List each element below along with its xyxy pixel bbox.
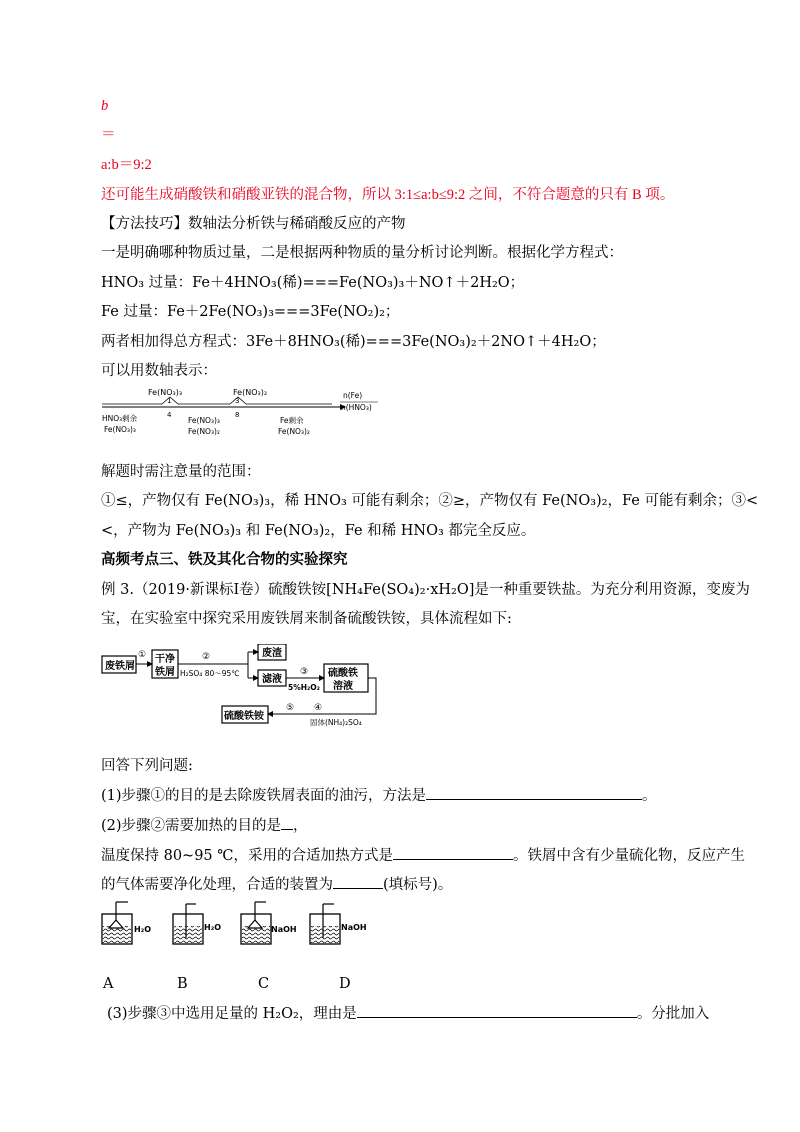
- step2-condition: H₂SO₄ 80～95℃: [180, 669, 240, 678]
- step5-label: ⑤: [286, 703, 295, 713]
- question-1-text: (1)步骤①的目的是去除废铁屑表面的油污，方法是: [101, 788, 427, 804]
- question-3-text: (3)步骤③中选用足量的 H₂O₂，理由是: [107, 1006, 357, 1022]
- axis-fraction1-num: 1: [167, 397, 172, 405]
- equation-total: 两者相加得总方程式：3Fe＋8HNO₃(稀)===3Fe(NO₃)₂＋2NO↑＋4H₂O；: [101, 334, 606, 350]
- range-intro: 解题时需注意量的范围：: [101, 464, 261, 480]
- question-2b-text: 温度保持 80~95 ℃，采用的合适加热方式是: [101, 848, 393, 864]
- box-ammonium-iron-sulfate-label: 硫酸铁铵: [224, 711, 264, 722]
- answer-blank-q1[interactable]: [426, 785, 642, 800]
- question-1: [101, 785, 657, 806]
- apparatus-a-beaker: [102, 902, 132, 944]
- axis-top-label-1: Fe(NO₃)₃: [148, 388, 183, 397]
- step4-condition: 固体(NH₄)₂SO₄: [310, 718, 362, 727]
- option-label-d: D: [339, 976, 351, 992]
- box-filtrate-label: 滤液: [262, 674, 282, 685]
- question-2c-text: 的气体需要净化处理，合适的装置为: [101, 877, 333, 893]
- question-2b: [101, 845, 745, 866]
- step3-condition: 5%H₂O₂: [288, 683, 320, 692]
- question-3-end: 。分批加入: [636, 1006, 710, 1022]
- apparatus-a-liquid: H₂O: [134, 925, 151, 934]
- step2-label: ②: [202, 652, 211, 662]
- answer-blank-q2c[interactable]: [333, 874, 383, 889]
- question-2a-end: ，: [293, 818, 308, 834]
- equation-hno3-excess: HNO₃ 过量：Fe＋4HNO₃(稀)===Fe(NO₃)₃＋NO↑＋2H₂O；: [101, 275, 525, 291]
- box-scrap-iron-label: 废铁屑: [105, 661, 135, 672]
- answer-conclusion: 还可能生成硝酸铁和硝酸亚铁的混合物，所以 3:1≤a:b≤9:2 之间，不符合题意的只有 B 项。: [101, 187, 675, 203]
- example-line-1: 例 3.（2019·新课标Ⅰ卷）硫酸铁铵[NH₄Fe(SO₄)₂·xH₂O]是一种重要铁盐。为充分利用资源，变废为: [101, 582, 750, 598]
- axis-bottom1-line2: Fe(NO₃)₃: [104, 425, 136, 434]
- questions-intro: 回答下列问题:: [101, 758, 193, 774]
- equation-fe-excess: Fe 过量：Fe＋2Fe(NO₃)₃===3Fe(NO₂)₂；: [101, 304, 400, 320]
- section3-title: 高频考点三、铁及其化合物的实验探究: [101, 551, 348, 568]
- answer-var-b: b: [101, 98, 109, 114]
- answer-ratio: a:b＝9:2: [101, 157, 152, 173]
- apparatus-b-beaker: [173, 904, 203, 944]
- question-2b-end: 。铁屑中含有少量硫化物，反应产生: [513, 848, 745, 864]
- apparatus-b-liquid: H₂O: [204, 923, 221, 932]
- axis-ratio-den: n(HNO₃): [341, 403, 372, 412]
- answer-equals: ＝: [101, 127, 116, 143]
- question-2a: [101, 815, 308, 836]
- axis-bottom2-line1: Fe(NO₃)₃: [188, 416, 220, 425]
- method-title: 【方法技巧】数轴法分析铁与稀硝酸反应的产物: [101, 216, 406, 232]
- range-line-1: ①≤，产物仅有 Fe(NO₃)₃，稀 HNO₃ 可能有剩余；②≥，产物仅有 Fe(NO₃)₂，Fe 可能有剩余；③<: [101, 493, 759, 509]
- answer-blank-q2a[interactable]: [281, 815, 293, 830]
- box-iron-sulfate-l1: 硫酸铁: [328, 668, 358, 679]
- process-flowchart: [100, 644, 400, 730]
- option-label-c: C: [258, 976, 270, 992]
- apparatus-c-beaker: [241, 902, 271, 944]
- axis-intro: 可以用数轴表示：: [101, 363, 217, 379]
- box-iron-sulfate-l2: 溶液: [333, 681, 353, 692]
- question-3: [107, 1003, 709, 1024]
- axis-bottom2-line2: Fe(NO₃)₂: [188, 427, 220, 436]
- example-line-2: 宝，在实验室中探究采用废铁屑来制备硫酸铁铵，具体流程如下:: [101, 611, 512, 627]
- question-1-end: 。: [642, 788, 657, 804]
- step3-label: ③: [300, 667, 309, 677]
- step4-label: ④: [314, 703, 323, 713]
- axis-fraction2-num: 3: [235, 397, 240, 405]
- axis-bottom1-line1: HNO₃剩余: [102, 414, 138, 423]
- question-2c: [101, 874, 452, 895]
- axis-top-label-2: Fe(NO₃)₂: [233, 388, 268, 397]
- question-2c-end: (填标号)。: [383, 877, 453, 893]
- axis-fraction2-den: 8: [235, 411, 240, 419]
- option-label-b: B: [177, 976, 188, 992]
- question-2a-text: (2)步骤②需要加热的目的是: [101, 818, 282, 834]
- axis-fraction1-den: 4: [167, 411, 172, 419]
- range-line-2: <，产物为 Fe(NO₃)₃ 和 Fe(NO₃)₂，Fe 和稀 HNO₃ 都完全反应。: [101, 523, 536, 539]
- axis-bottom3-line2: Fe(NO₃)₂: [278, 427, 310, 436]
- step1-label: ①: [138, 650, 147, 660]
- axis-ratio-num: n(Fe): [343, 391, 363, 400]
- box-clean-iron-l2: 铁屑: [155, 667, 175, 678]
- box-clean-iron-l1: 干净: [155, 654, 175, 665]
- apparatus-c-liquid: NaOH: [271, 925, 297, 934]
- answer-blank-q3[interactable]: [357, 1003, 637, 1018]
- number-axis-diagram: [100, 385, 400, 443]
- apparatus-d-beaker: [310, 904, 340, 944]
- option-label-a: A: [103, 976, 114, 992]
- apparatus-d-liquid: NaOH: [341, 923, 367, 932]
- answer-blank-q2b[interactable]: [393, 845, 513, 860]
- apparatus-options: [98, 900, 378, 950]
- box-waste-residue-label: 废渣: [262, 648, 282, 659]
- method-intro: 一是明确哪种物质过量，二是根据两种物质的量分析讨论判断。根据化学方程式：: [101, 245, 623, 261]
- axis-bottom3-line1: Fe剩余: [280, 416, 304, 425]
